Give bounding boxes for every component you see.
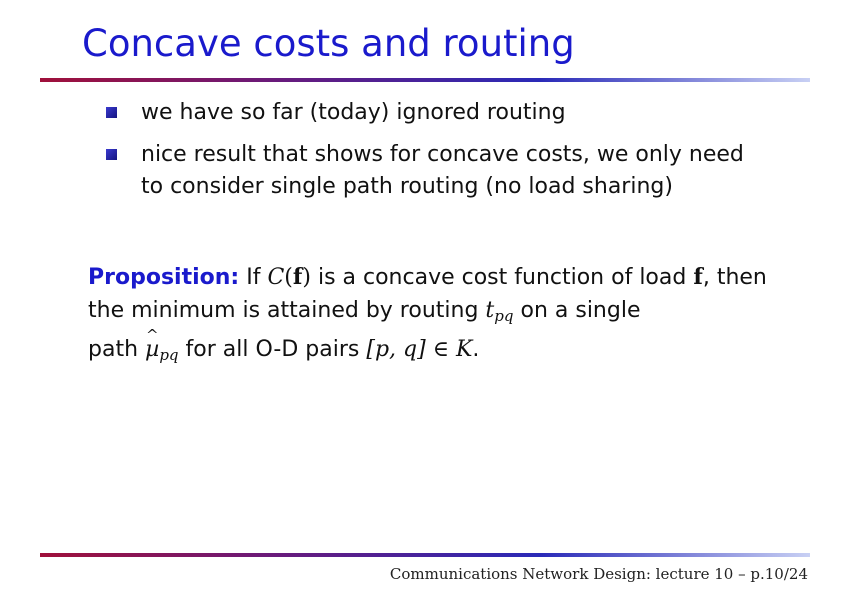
proposition-text: If	[246, 265, 261, 290]
list-item	[106, 139, 746, 203]
bullet-text: nice result that shows for concave costs, we only need to consider single path routing (no load sharing)	[141, 142, 744, 199]
bullet-square-icon	[106, 107, 117, 118]
math-cost-function: C(f)	[267, 264, 311, 290]
bullet-list	[106, 97, 746, 213]
slide-title: Concave costs and routing	[82, 22, 575, 65]
proposition-block	[88, 261, 768, 372]
title-rule	[40, 78, 810, 82]
footer-rule	[40, 553, 810, 557]
slide-footer: Communications Network Design: lecture 10 – p.10/24	[389, 565, 808, 583]
proposition-text: on a single	[520, 298, 641, 323]
proposition-text: is a concave cost function of load	[317, 265, 687, 290]
proposition-heading: Proposition:	[88, 265, 240, 290]
proposition-text: for all O-D pairs	[185, 337, 360, 362]
list-item	[106, 97, 746, 129]
math-path: ^ µ$_{pq}$	[145, 337, 179, 362]
bullet-text: we have so far (today) ignored routing	[141, 100, 566, 125]
math-traffic: $t_{pq}$	[485, 298, 514, 325]
math-od-pair: [p, q] ∈ K	[366, 337, 473, 362]
proposition-text: .	[472, 337, 480, 362]
proposition-text: then the minimum is attained by routing	[88, 265, 767, 323]
proposition-text: path	[88, 337, 139, 362]
bullet-square-icon	[106, 149, 117, 160]
proposition-text: ,	[702, 265, 710, 290]
math-load: f	[693, 264, 703, 290]
